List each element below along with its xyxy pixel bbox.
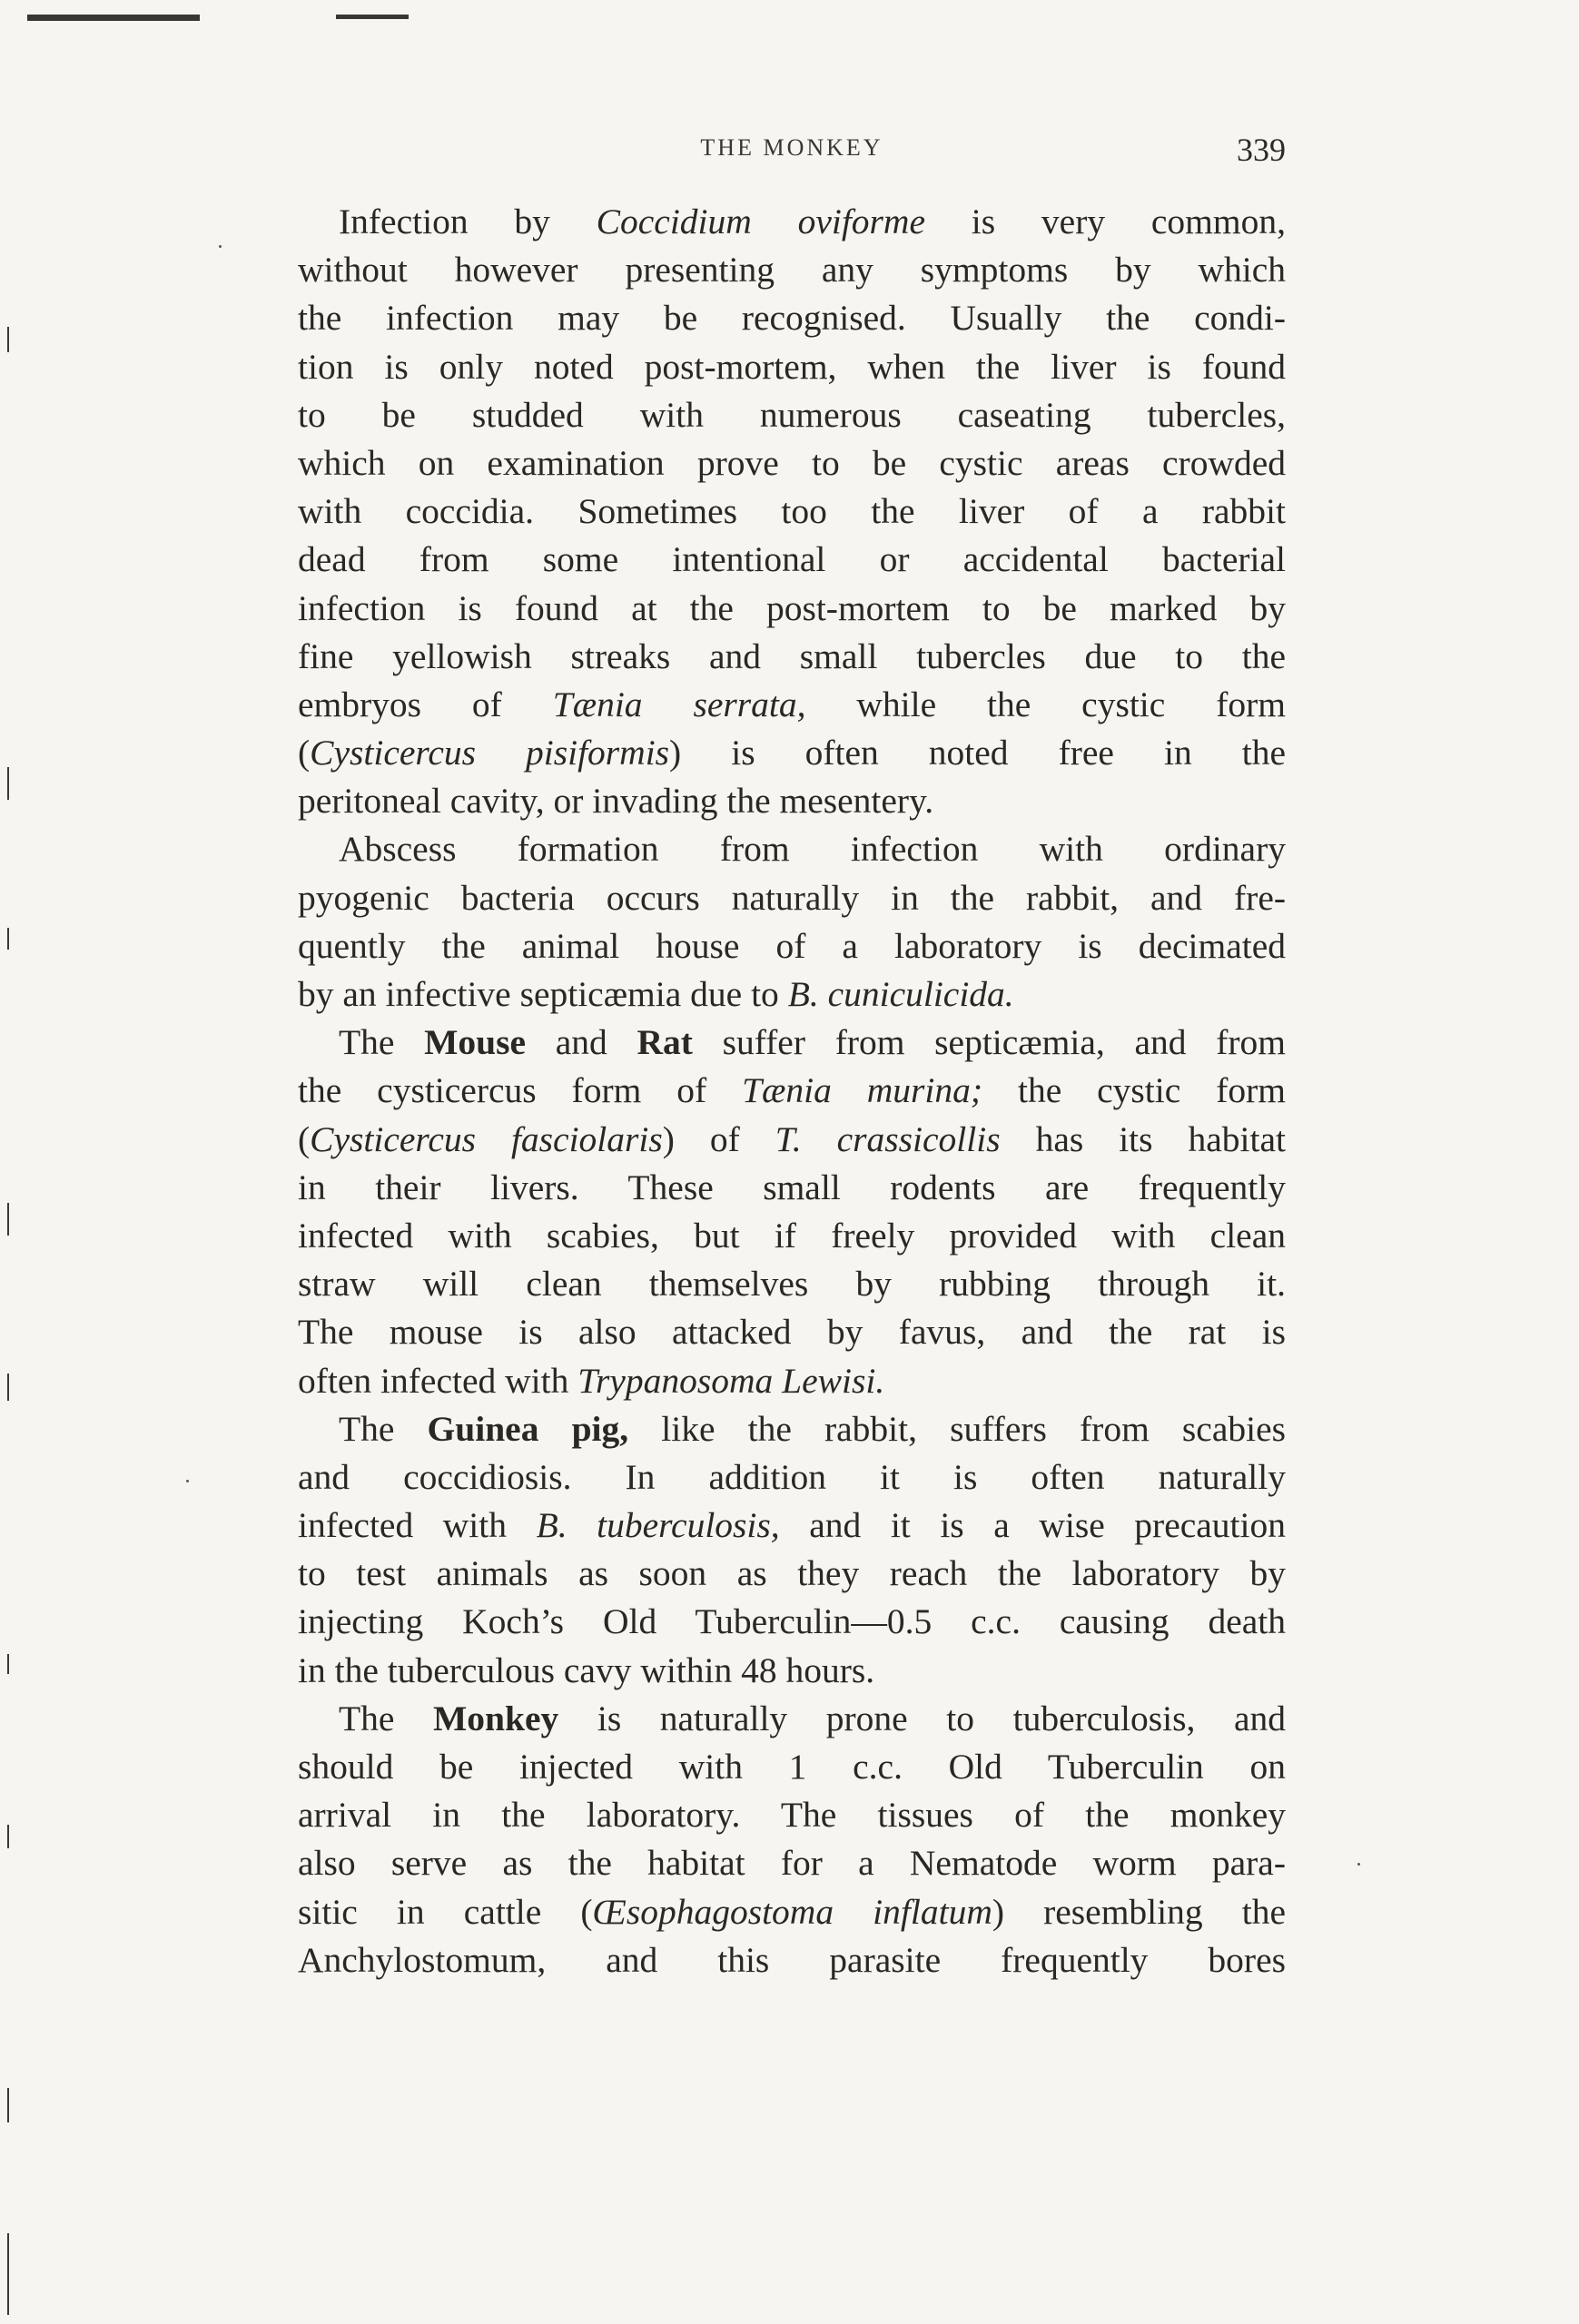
- text-run: to be studded with numerous caseating tubercles,: [298, 394, 1286, 435]
- italic-term: Œsophagostoma inflatum: [592, 1891, 992, 1932]
- text-line: [298, 1260, 1286, 1308]
- text-run: (: [298, 1118, 311, 1159]
- text-line: [298, 536, 1286, 584]
- italic-term: Tænia murina;: [742, 1070, 983, 1111]
- italic-term: B. tuberculosis,: [536, 1505, 780, 1546]
- text-run: ) is often noted free in the: [669, 733, 1286, 773]
- text-run: like the rabbit, suffers from scabies: [628, 1408, 1286, 1449]
- text-run: the cystic form: [982, 1070, 1286, 1111]
- text-line: [298, 1936, 1286, 1984]
- text-line: [298, 1743, 1286, 1791]
- margin-tick: [7, 327, 9, 352]
- italic-term: Cysticercus fasciolaris: [310, 1118, 663, 1159]
- page-header: [298, 131, 1286, 176]
- margin-tick: [7, 767, 9, 800]
- margin-tick: [7, 1374, 9, 1401]
- text-run: and coccidiosis. In addition it is often naturally: [298, 1456, 1286, 1497]
- text-run: has its habitat: [1000, 1118, 1286, 1159]
- text-run: and: [526, 1022, 637, 1063]
- text-run: The: [339, 1698, 433, 1738]
- text-run: is naturally prone to tuberculosis, and: [558, 1698, 1286, 1738]
- text-line: [298, 1164, 1286, 1212]
- italic-term: Coccidium oviforme: [596, 202, 925, 241]
- page-number: 339: [1237, 132, 1286, 168]
- bold-term: Guinea pig,: [427, 1408, 629, 1449]
- text-run: ) of: [662, 1118, 775, 1159]
- text-run: dead from some intentional or accidental bacterial: [298, 539, 1286, 580]
- text-run: quently the animal house of a laboratory is decimated: [298, 925, 1286, 966]
- margin-tick: [7, 1203, 9, 1236]
- text-line: [298, 1212, 1286, 1260]
- text-line: [298, 1308, 1286, 1356]
- text-line: [298, 681, 1286, 729]
- margin-tick: [7, 1825, 9, 1848]
- text-run: by an infective septicæmia due to: [298, 974, 788, 1014]
- text-run: The mouse is also attacked by favus, and the rat is: [298, 1312, 1286, 1353]
- text-run: should be injected with 1 c.c. Old Tuberculin on: [298, 1747, 1286, 1787]
- paragraph: [298, 1695, 1286, 1984]
- text-run: without however presenting any symptoms by which: [298, 250, 1286, 290]
- paragraph: [298, 198, 1286, 825]
- text-run: in the tuberculous cavy within 48 hours.: [298, 1649, 875, 1690]
- speck: [1357, 1863, 1360, 1866]
- text-run: to test animals as soon as they reach the laboratory by: [298, 1553, 1286, 1594]
- text-line: [298, 729, 1286, 777]
- text-run: and it is a wise precaution: [779, 1505, 1287, 1546]
- text-line: [298, 1550, 1286, 1598]
- paragraph: [298, 825, 1286, 1019]
- text-run: pyogenic bacteria occurs naturally in the rabbit, and fre-: [298, 877, 1286, 918]
- text-run: infection is found at the post-mortem to be marked by: [298, 587, 1286, 628]
- text-line: [298, 246, 1286, 294]
- text-run: with coccidia. Sometimes too the liver of a rabbit: [298, 491, 1286, 532]
- text-line: [298, 1019, 1286, 1067]
- bold-term: Mouse: [424, 1022, 527, 1063]
- text-run: infected with scabies, but if freely provided with clean: [298, 1215, 1286, 1256]
- margin-tick: [7, 1654, 9, 1674]
- text-line: [298, 1839, 1286, 1887]
- text-run: the cysticercus form of: [298, 1070, 743, 1111]
- text-run: tion is only noted post-mortem, when the liver is found: [298, 346, 1286, 387]
- bold-term: Monkey: [433, 1698, 559, 1738]
- text-line: [298, 1888, 1286, 1936]
- speck: [219, 245, 222, 248]
- text-line: [298, 1067, 1286, 1115]
- margin-tick: [7, 2233, 9, 2315]
- text-line: [298, 585, 1286, 633]
- scan-mark-top-mid: [336, 15, 409, 19]
- bold-term: Rat: [637, 1022, 693, 1063]
- text-run: The: [339, 1022, 425, 1063]
- text-line: [298, 777, 1286, 825]
- text-line: [298, 198, 1286, 246]
- text-run: Abscess formation from infection with ordinary: [339, 829, 1286, 870]
- text-run: the infection may be recognised. Usually the condi-: [298, 298, 1286, 339]
- text-line: [298, 1598, 1286, 1646]
- text-line: [298, 633, 1286, 681]
- text-run: infected with: [298, 1505, 537, 1546]
- text-line: [298, 1357, 1286, 1405]
- text-line: [298, 1502, 1286, 1550]
- text-run: peritoneal cavity, or invading the mesentery.: [298, 781, 934, 822]
- text-line: [298, 922, 1286, 970]
- margin-tick: [7, 928, 9, 950]
- paragraph: [298, 1405, 1286, 1695]
- text-line: [298, 1116, 1286, 1164]
- text-run: arrival in the laboratory. The tissues of the monkey: [298, 1795, 1286, 1836]
- text-run: The: [339, 1408, 428, 1449]
- text-run: (: [298, 733, 311, 773]
- text-run: straw will clean themselves by rubbing through it.: [298, 1264, 1286, 1305]
- text-run: which on examination prove to be cystic areas crowded: [298, 442, 1286, 483]
- scan-mark-top-left: [27, 15, 200, 21]
- text-run: ) resembling the: [992, 1891, 1286, 1932]
- text-run: Anchylostomum, and this parasite frequently bores: [298, 1939, 1286, 1980]
- text-run: fine yellowish streaks and small tubercles due to the: [298, 635, 1286, 676]
- text-line: [298, 343, 1286, 391]
- margin-tick: [7, 2088, 9, 2122]
- text-line: [298, 1647, 1286, 1695]
- italic-term: Tænia serrata,: [552, 684, 806, 724]
- italic-term: Cysticercus pisiformis: [310, 733, 670, 773]
- speck: [186, 1480, 189, 1482]
- body-text: [298, 198, 1286, 1984]
- text-run: while the cystic form: [805, 684, 1286, 724]
- text-line: [298, 391, 1286, 439]
- text-run: sitic in cattle (: [298, 1891, 593, 1932]
- italic-term: Trypanosoma Lewisi.: [577, 1360, 885, 1401]
- text-line: [298, 1405, 1286, 1453]
- text-run: in their livers. These small rodents are frequently: [298, 1167, 1286, 1207]
- text-line: [298, 825, 1286, 873]
- text-run: is very common,: [925, 202, 1287, 241]
- text-line: [298, 1791, 1286, 1839]
- text-line: [298, 1695, 1286, 1743]
- text-run: embryos of: [298, 684, 553, 724]
- running-head: THE MONKEY: [700, 134, 883, 161]
- paragraph: [298, 1019, 1286, 1405]
- text-line: [298, 970, 1286, 1019]
- text-line: [298, 294, 1286, 342]
- text-line: [298, 439, 1286, 487]
- text-run: also serve as the habitat for a Nematode worm para-: [298, 1843, 1286, 1884]
- text-run: suffer from septicæmia, and from: [692, 1022, 1286, 1063]
- text-run: Infection by: [339, 202, 597, 241]
- text-line: [298, 874, 1286, 922]
- text-run: injecting Koch’s Old Tuberculin—0.5 c.c. causing death: [298, 1601, 1286, 1642]
- text-run: often infected with: [298, 1360, 578, 1401]
- italic-term: B. cuniculicida.: [787, 974, 1014, 1014]
- text-line: [298, 487, 1286, 536]
- italic-term: T. crassicollis: [775, 1118, 1001, 1159]
- text-line: [298, 1453, 1286, 1502]
